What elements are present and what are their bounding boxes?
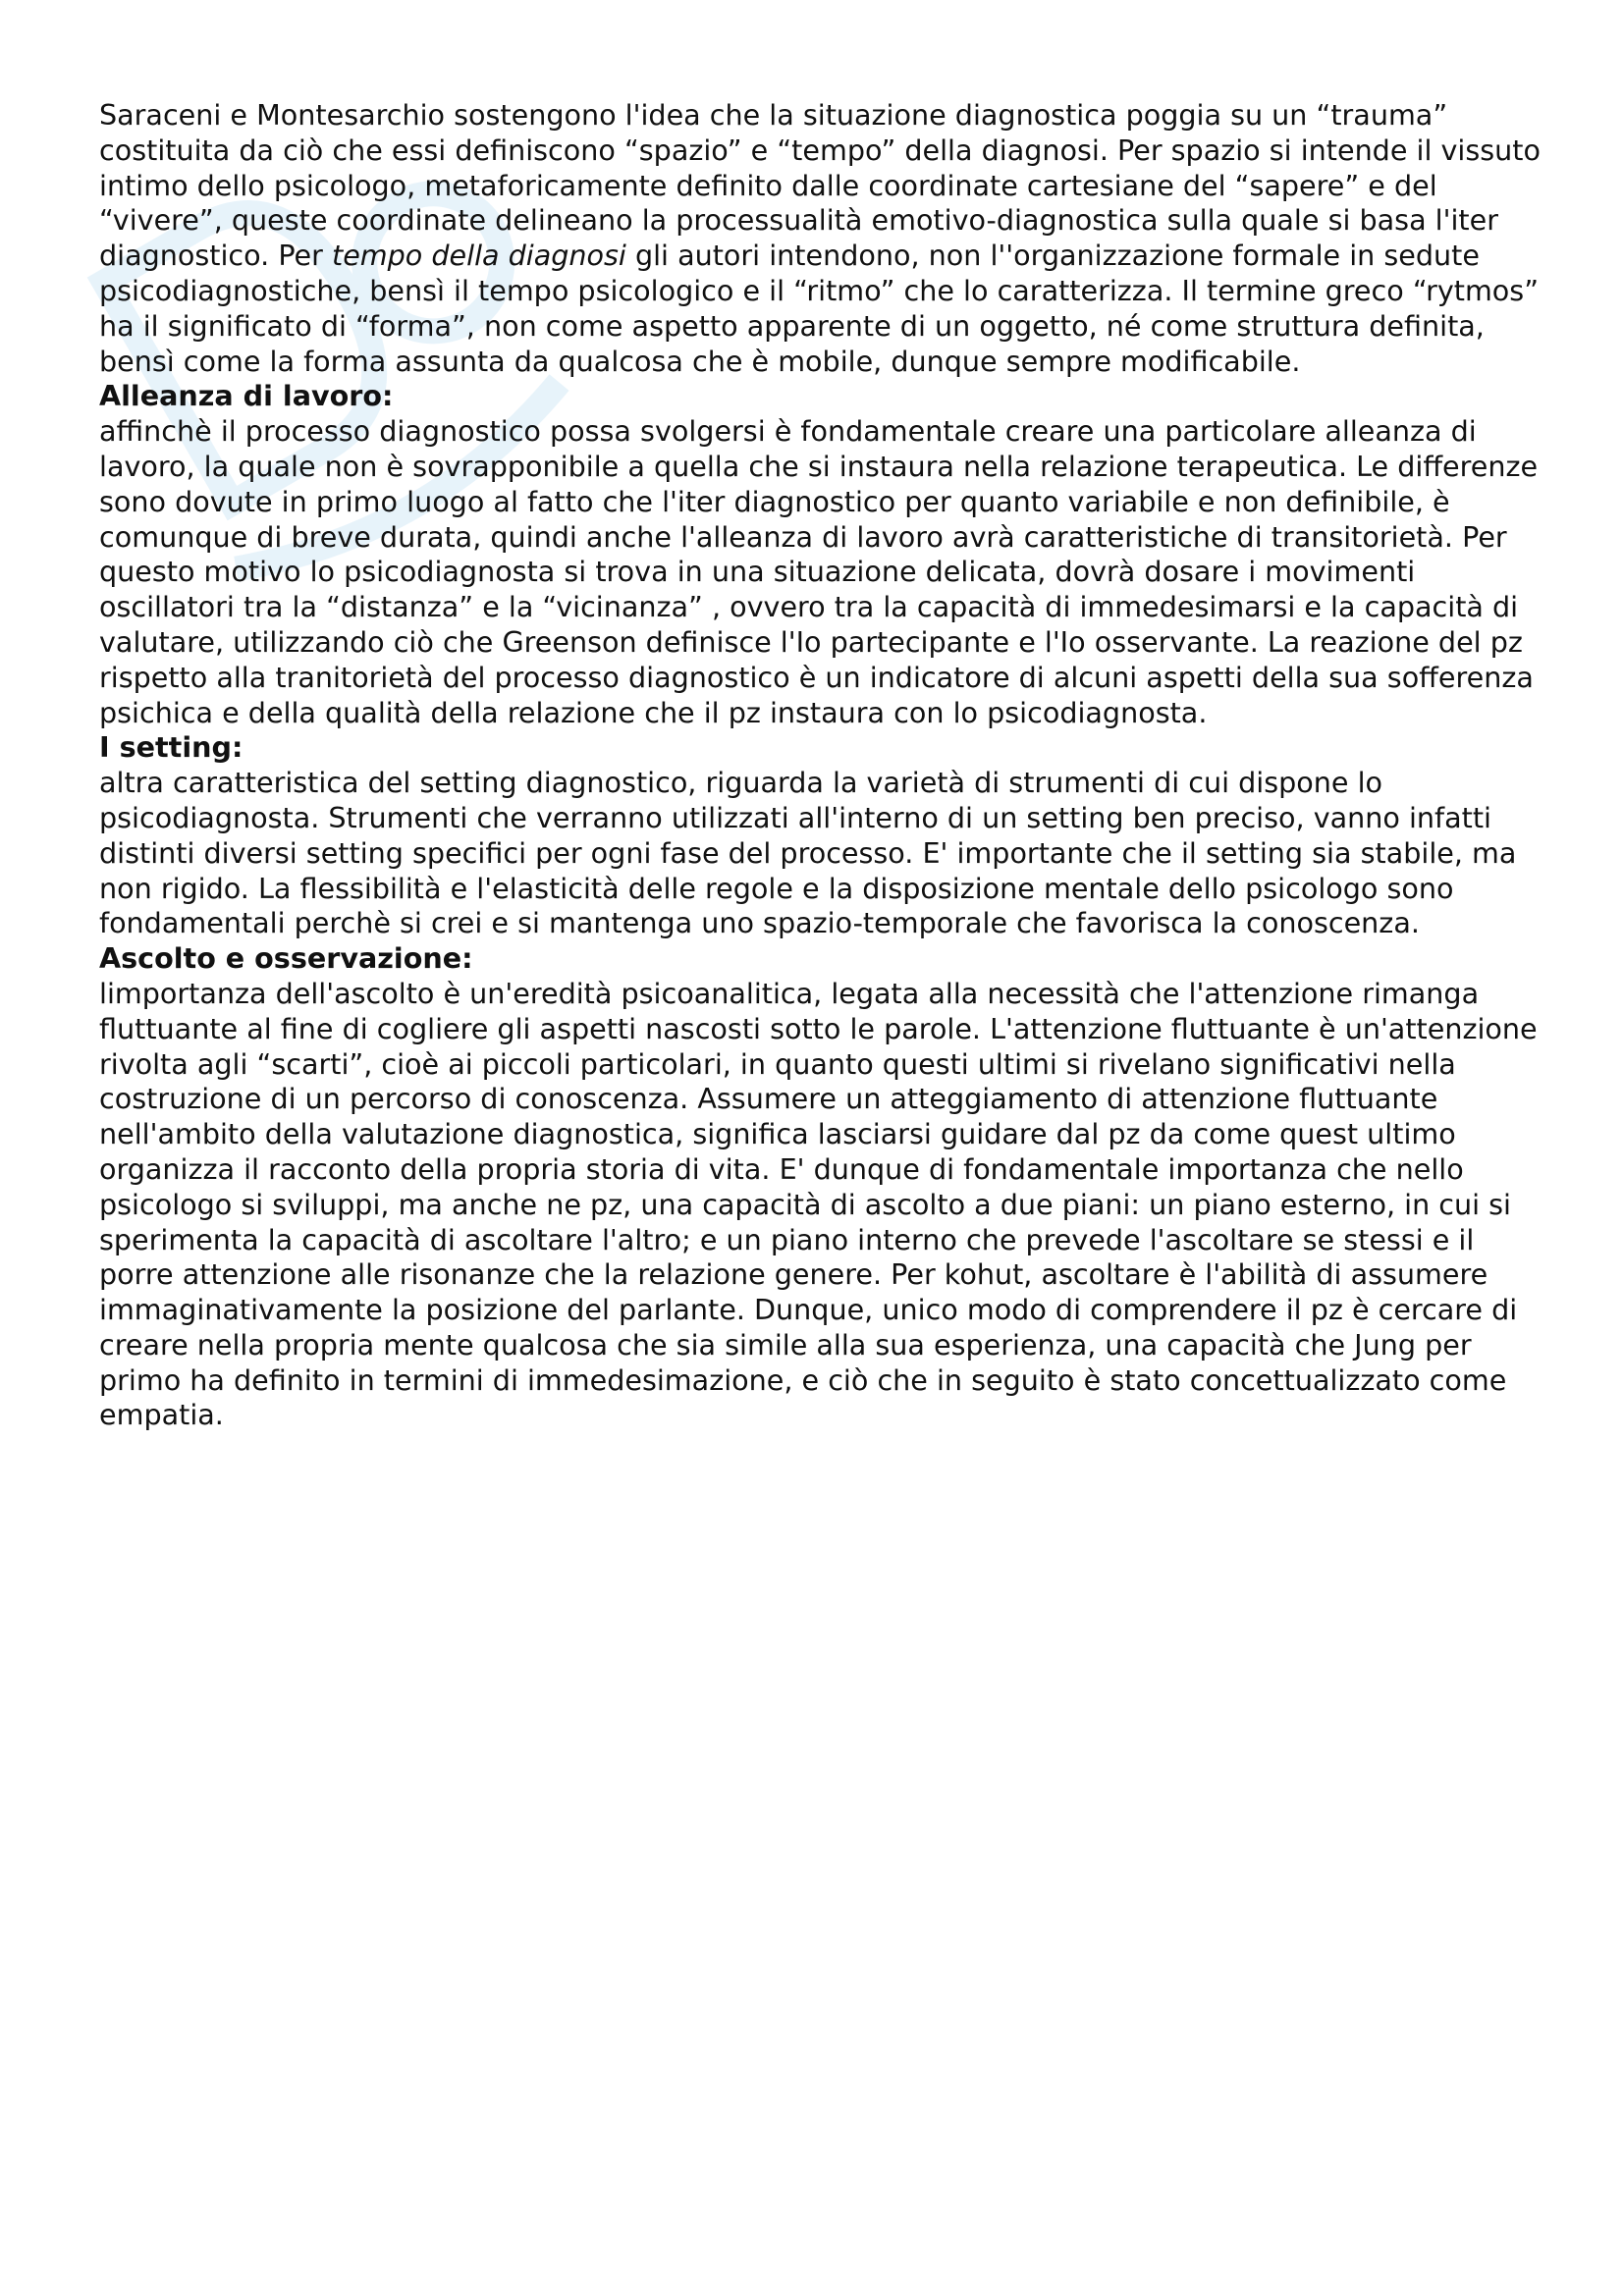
document-page [99, 98, 1542, 1433]
section-heading-ascolto: Ascolto e osservazione: [99, 941, 473, 976]
section-paragraph-alleanza: affinchè il processo diagnostico possa svolgersi è fondamentale creare una particolare alleanza di lavoro, la quale non è sovrapponibile a quella che si instaura nella relazione terapeutica. Le differenze sono dovute in primo luogo al fatto che l'iter diagnostico per quanto variabile e non definibile, è comunque di breve durata, quindi anche l'alleanza di lavoro avrà caratteristiche di transitorietà. Per questo motivo lo psicodiagnosta si trova in una situazione delicata, dovrà dosare i movimenti oscillatori tra la “distanza” e la “vicinanza” , ovvero tra la capacità di immedesimarsi e la capacità di valutare, utilizzando ciò che Greenson definisce l'Io partecipante e l'Io osservante. La reazione del pz rispetto alla tranitorietà del processo diagnostico è un indicatore di alcuni aspetti della sua sofferenza psichica e della qualità della relazione che il pz instaura con lo psicodiagnosta. [99, 414, 1539, 729]
section-paragraph-setting: altra caratteristica del setting diagnostico, riguarda la varietà di strumenti di cui dispone lo psicodiagnosta. Strumenti che verranno utilizzati all'interno di un setting ben preciso, vanno infatti distinti diversi setting specifici per ogni fase del processo. E' importante che il setting sia stabile, ma non rigido. La flessibilità e l'elasticità delle regole e la disposizione mentale dello psicologo sono fondamentali perchè si crei e si mantenga uno spazio-temporale che favorisca la conoscenza. [99, 766, 1517, 940]
section-paragraph-ascolto: limportanza dell'ascolto è un'eredità psicoanalitica, legata alla necessità che l'attenzione rimanga fluttuante al fine di cogliere gli aspetti nascosti sotto le parole. L'attenzione fluttuante è un'attenzione rivolta agli “scarti”, cioè ai piccoli particolari, in quanto questi ultimi si rivelano significativi nella costruzione di un percorso di conoscenza. Assumere un atteggiamento di attenzione fluttuante nell'ambito della valutazione diagnostica, significa lasciarsi guidare dal pz da come quest ultimo organizza il racconto della propria storia di vita. E' dunque di fondamentale importanza che nello psicologo si sviluppi, ma anche ne pz, una capacità di ascolto a due piani: un piano esterno, in cui si sperimenta la capacità di ascoltare l'altro; e un piano interno che prevede l'ascoltare se stessi e il porre attenzione alle risonanze che la relazione genere. Per kohut, ascoltare è l'abilità di assumere immaginativamente la posizione del parlante. Dunque, unico modo di comprendere il pz è cercare di creare nella propria mente qualcosa che sia simile alla sua esperienza, una capacità che Jung per primo ha definito in termini di immedesimazione, e ciò che in seguito è stato concettualizzato come empatia. [99, 976, 1538, 1432]
intro-text-2: gli autori intendono, non l''organizzazione formale in sedute psicodiagnostiche, bensì il tempo psicologico e il “ritmo” che lo caratterizza. Il termine greco “rytmos” ha il significato di “forma”, non come aspetto apparente di un oggetto, né come struttura definita, bensì come la forma assunta da qualcosa che è mobile, dunque sempre modificabile. [99, 239, 1540, 378]
intro-paragraph [99, 98, 1542, 379]
section-heading-alleanza: Alleanza di lavoro: [99, 379, 394, 413]
intro-italic-term: tempo della diagnosi [332, 239, 626, 273]
section-heading-setting: I setting: [99, 730, 243, 765]
intro-text-1: Saraceni e Montesarchio sostengono l'idea che la situazione diagnostica poggia su un “trauma” costituita da ciò che essi definiscono “spazio” e “tempo” della diagnosi. Per spazio si intende il vissuto intimo dello psicologo, metaforicamente definito dalle coordinate cartesiane del “sapere” e del “vivere”, queste coordinate delineano la processualità emotivo-diagnostica sulla quale si basa l'iter diagnostico. Per [99, 98, 1541, 273]
